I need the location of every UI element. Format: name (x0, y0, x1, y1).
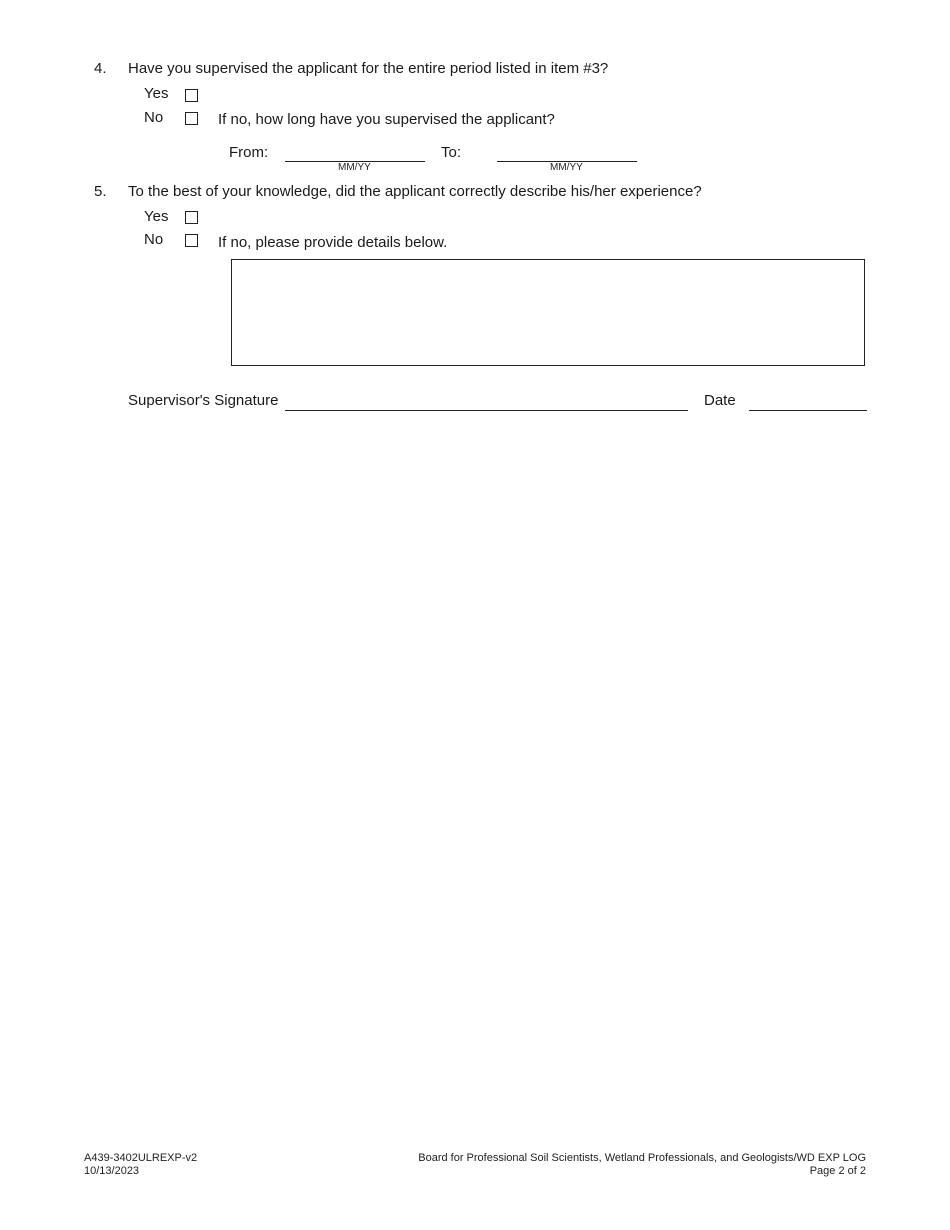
question-5-yes-checkbox[interactable] (185, 211, 198, 224)
question-4-text: Have you supervised the applicant for the entire period listed in item #3? (128, 60, 609, 77)
question-4-yes-checkbox[interactable] (185, 89, 198, 102)
question-5-number: 5. (94, 183, 107, 200)
supervisor-signature-field[interactable] (285, 410, 688, 411)
footer-page-number: Page 2 of 2 (809, 1165, 866, 1177)
from-date-hint: MM/YY (338, 162, 371, 173)
footer-board-name: Board for Professional Soil Scientists, Wetland Professionals, and Geologists/WD EXP LOG (418, 1152, 866, 1164)
to-label: To: (441, 144, 462, 161)
footer-form-date: 10/13/2023 (84, 1165, 140, 1177)
details-textarea[interactable] (231, 259, 865, 366)
signature-date-field[interactable] (749, 410, 867, 411)
question-5-no-checkbox[interactable] (185, 234, 198, 247)
footer-form-id: A439-3402ULREXP-v2 (84, 1152, 198, 1164)
date-label: Date (704, 392, 736, 409)
question-5-followup: If no, please provide details below. (218, 234, 448, 251)
to-date-hint: MM/YY (550, 162, 583, 173)
question-4-yes-label: Yes (144, 85, 169, 102)
supervisor-signature-label: Supervisor's Signature (128, 392, 279, 409)
question-4-followup: If no, how long have you supervised the applicant? (218, 111, 555, 128)
question-5-text: To the best of your knowledge, did the applicant correctly describe his/her experience? (128, 183, 702, 200)
question-4-no-checkbox[interactable] (185, 112, 198, 125)
question-5-yes-label: Yes (144, 208, 169, 225)
question-5-no-label: No (144, 231, 164, 248)
question-4-no-label: No (144, 109, 164, 126)
question-4-number: 4. (94, 60, 107, 77)
from-label: From: (229, 144, 269, 161)
